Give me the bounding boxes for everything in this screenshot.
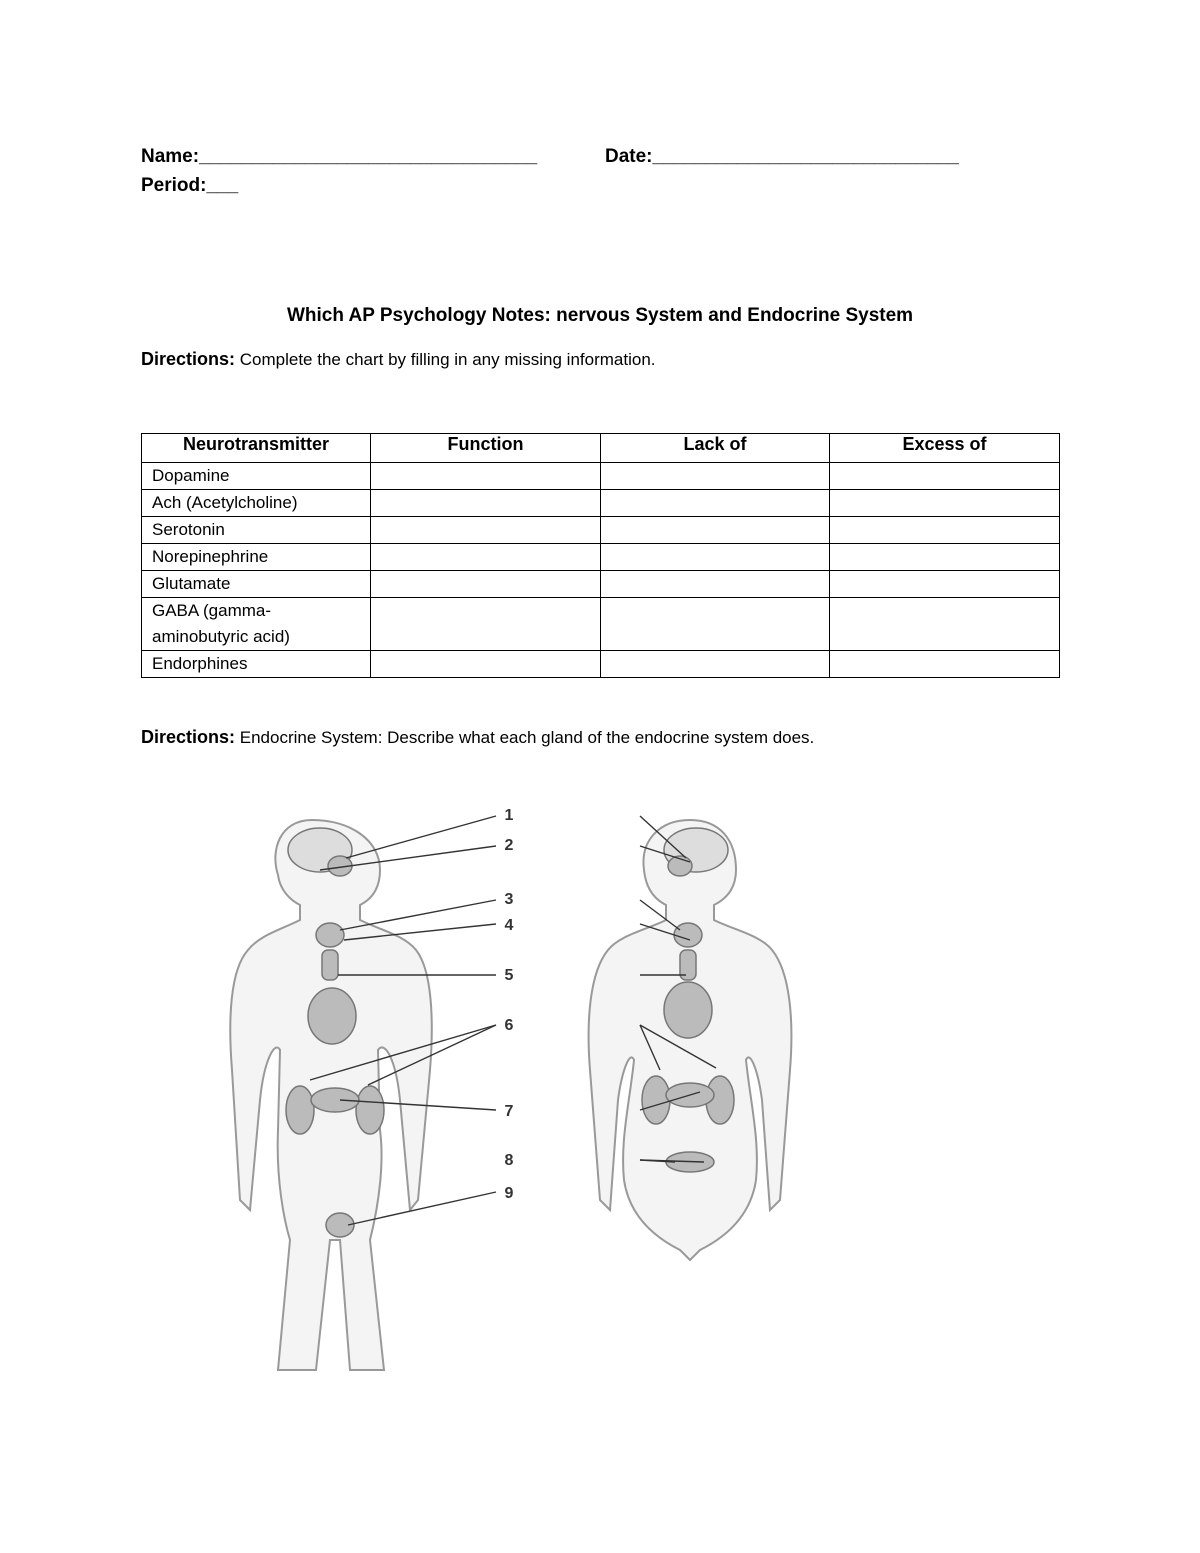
male-heart <box>308 988 356 1044</box>
neurotransmitter-table <box>141 433 1060 678</box>
function-cell[interactable] <box>371 463 601 490</box>
excess-of-cell[interactable] <box>830 598 1060 651</box>
column-header: Neurotransmitter <box>142 434 371 463</box>
date-field[interactable]: Date:_____________________________ <box>605 146 959 167</box>
male-thymus <box>322 950 338 980</box>
excess-of-cell[interactable] <box>830 490 1060 517</box>
column-header: Lack of <box>601 434 830 463</box>
neurotransmitter-name: GABA (gamma-aminobutyric acid) <box>142 598 371 651</box>
name-field[interactable]: Name:________________________________ <box>141 146 538 167</box>
lack-of-cell[interactable] <box>601 571 830 598</box>
male-kidney-left <box>286 1086 314 1134</box>
gland-label-2: 2 <box>504 837 514 854</box>
female-thyroid <box>674 923 702 947</box>
gland-label-5: 5 <box>504 967 514 984</box>
excess-of-cell[interactable] <box>830 571 1060 598</box>
period-field[interactable]: Period:___ <box>141 175 239 196</box>
female-kidney-left <box>642 1076 670 1124</box>
lack-of-cell[interactable] <box>601 490 830 517</box>
function-cell[interactable] <box>371 598 601 651</box>
male-pancreas <box>311 1088 359 1112</box>
gland-label-1: 1 <box>504 807 514 824</box>
male-kidney-right <box>356 1086 384 1134</box>
column-header: Function <box>371 434 601 463</box>
directions-label: Directions: <box>141 727 236 747</box>
lack-of-cell[interactable] <box>601 544 830 571</box>
gland-label-3: 3 <box>504 891 514 908</box>
excess-of-cell[interactable] <box>830 463 1060 490</box>
neurotransmitter-name: Dopamine <box>142 463 371 490</box>
lack-of-cell[interactable] <box>601 463 830 490</box>
column-header: Excess of <box>830 434 1060 463</box>
gland-label-4: 4 <box>504 917 514 934</box>
excess-of-cell[interactable] <box>830 544 1060 571</box>
directions-label: Directions: <box>141 349 236 369</box>
endocrine-diagram <box>220 800 840 1380</box>
neurotransmitter-name: Endorphines <box>142 651 371 678</box>
directions-text: Complete the chart by filling in any missing information. <box>235 350 656 369</box>
gland-label-8: 8 <box>504 1152 514 1169</box>
gland-label-6: 6 <box>504 1017 514 1034</box>
function-cell[interactable] <box>371 490 601 517</box>
female-body-outline <box>589 820 792 1260</box>
neurotransmitter-name: Norepinephrine <box>142 544 371 571</box>
neurotransmitter-name: Serotonin <box>142 517 371 544</box>
page-title: Which AP Psychology Notes: nervous System and Endocrine System <box>286 305 914 326</box>
neurotransmitter-name: Ach (Acetylcholine) <box>142 490 371 517</box>
function-cell[interactable] <box>371 571 601 598</box>
directions-chart <box>141 349 656 370</box>
table-header-row <box>142 434 1060 463</box>
lack-of-cell[interactable] <box>601 651 830 678</box>
function-cell[interactable] <box>371 544 601 571</box>
table-row <box>142 490 1060 517</box>
lack-of-cell[interactable] <box>601 598 830 651</box>
female-heart <box>664 982 712 1038</box>
table-row <box>142 544 1060 571</box>
directions-text: Endocrine System: Describe what each gland of the endocrine system does. <box>235 728 815 747</box>
table-row <box>142 517 1060 544</box>
neurotransmitter-name: Glutamate <box>142 571 371 598</box>
gland-label-9: 9 <box>504 1185 514 1202</box>
table-row <box>142 598 1060 651</box>
gland-label-7: 7 <box>504 1103 514 1120</box>
excess-of-cell[interactable] <box>830 651 1060 678</box>
function-cell[interactable] <box>371 517 601 544</box>
excess-of-cell[interactable] <box>830 517 1060 544</box>
table-row <box>142 651 1060 678</box>
table-row <box>142 571 1060 598</box>
lack-of-cell[interactable] <box>601 517 830 544</box>
male-thyroid <box>316 923 344 947</box>
table-row <box>142 463 1060 490</box>
directions-endocrine <box>141 727 814 748</box>
function-cell[interactable] <box>371 651 601 678</box>
